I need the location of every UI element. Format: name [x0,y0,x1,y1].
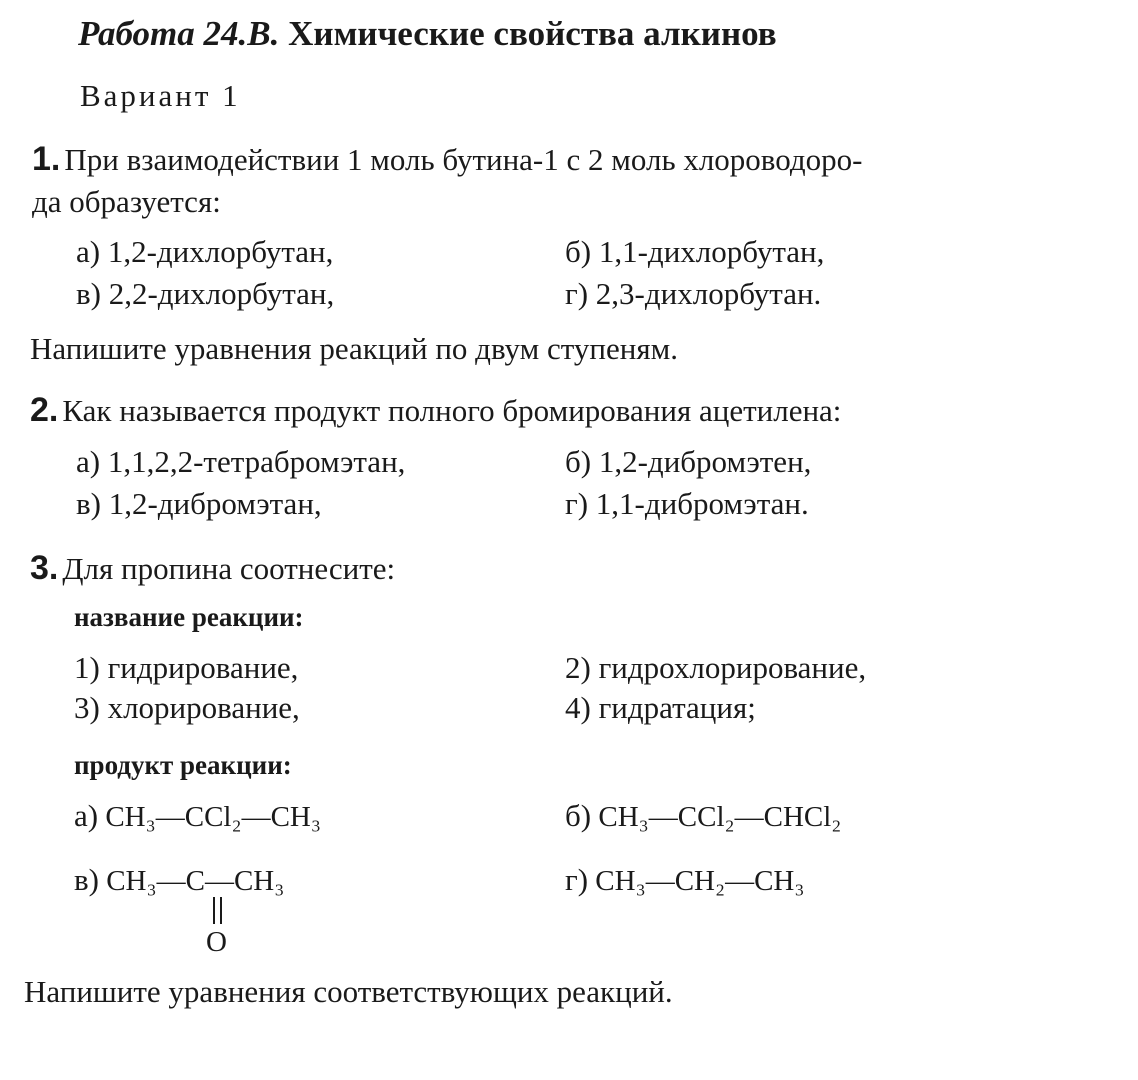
question-text-continued: да образуется: [32,184,221,219]
reaction-heading: название реакции: [74,602,304,632]
option-b: б) 1,1-дихлорбутан, [565,234,825,269]
product-formula: CH₃—CCl₂—CHCl₂ [598,801,842,833]
question-number: 3. [30,549,59,587]
instruction: Напишите уравнения реакций по двум ступеням. [30,331,678,366]
question-text: При взаимодействии 1 моль бутина-1 с 2 моль хлороводоро- [64,142,863,177]
question-text: Как называется продукт полного бромирования ацетилена: [62,393,842,428]
final-instruction: Напишите уравнения соответствующих реакций. [24,974,673,1009]
product-formula: CH₃—CH₂—CH₃ [595,865,805,897]
reaction-1: 1) гидрирование, [74,650,299,685]
product-label: г) [565,862,589,897]
product-formula: CH₃—C—CH₃ [106,865,285,897]
product-formula: CH₃—CCl₂—CH₃ [105,801,321,833]
option-b: б) 1,2-дибромэтен, [565,444,812,479]
option-v: в) 2,2-дихлорбутан, [76,276,335,311]
option-a: а) 1,2-дихлорбутан, [76,234,334,269]
product-a [74,798,321,834]
product-heading: продукт реакции: [74,750,292,780]
question-number: 2. [30,391,59,429]
question-2 [30,391,841,430]
oxygen-atom: O [206,926,227,958]
product-b [565,798,841,834]
product-label: б) [565,798,592,833]
work-number: Работа 24.В. [78,14,280,53]
double-bond [213,897,222,924]
option-g: г) 2,3-дихлорбутан. [565,276,822,311]
question-text: Для пропина соотнесите: [62,551,396,586]
question-1 [32,140,862,179]
product-label: а) [74,798,99,833]
question-3 [30,549,395,588]
work-topic: Химические свойства алкинов [288,14,777,53]
reaction-2: 2) гидрохлорирование, [565,650,867,685]
reaction-3: 3) хлорирование, [74,690,300,725]
question-number: 1. [32,140,61,178]
option-a: а) 1,1,2,2-тетрабромэтан, [76,444,406,479]
option-v: в) 1,2-дибромэтан, [76,486,322,521]
product-g [565,862,805,898]
product-label: в) [74,862,99,897]
option-g: г) 1,1-дибромэтан. [565,486,809,521]
reaction-4: 4) гидратация; [565,690,756,725]
page-title [78,14,777,54]
product-v [74,862,284,898]
variant-label: Вариант 1 [80,78,241,113]
